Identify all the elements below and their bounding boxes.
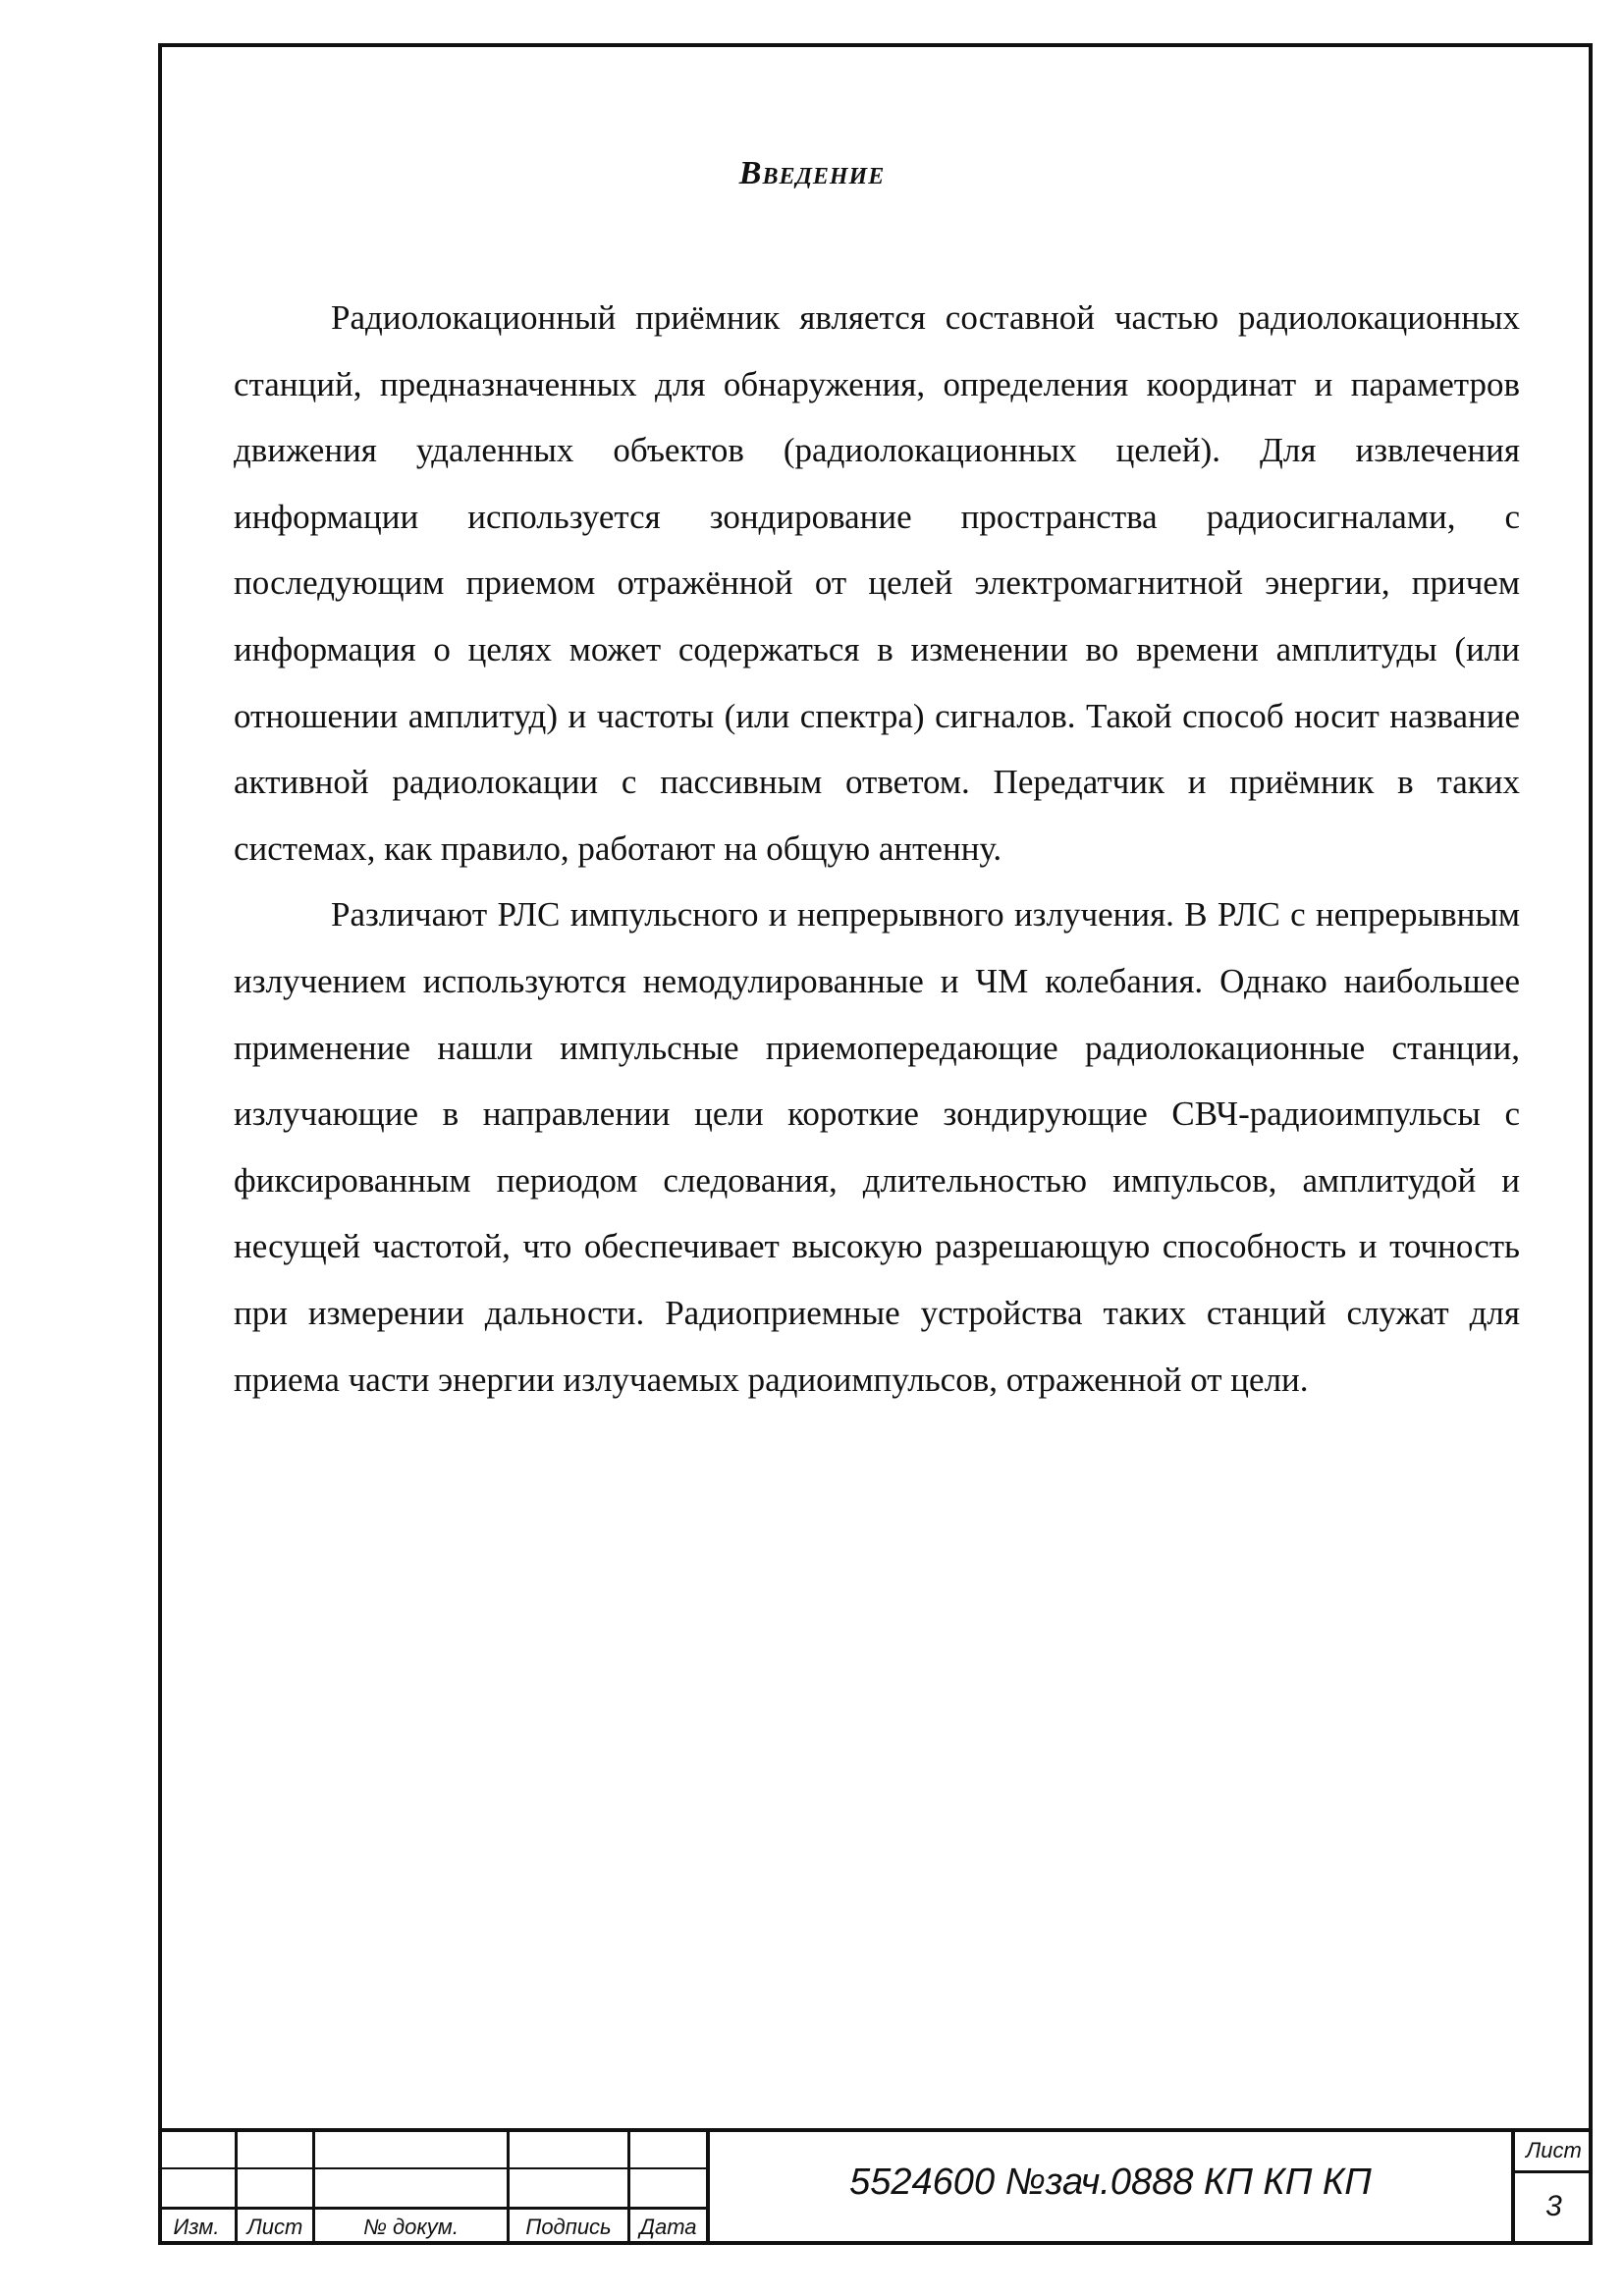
body-text	[234, 285, 1520, 1413]
stamp-label-date: Дата	[639, 2215, 697, 2239]
document-code: 5524600 №зач.0888 КП КП КП	[849, 2162, 1372, 2203]
stamp-label-izm: Изм.	[173, 2215, 220, 2239]
sheet-label: Лист	[1526, 2138, 1582, 2163]
paragraph-1: Радиолокационный приёмник является составной частью радиолокационных станций, предназначенных для обнаружения, определения координат и параметров движения удаленных объектов (радиолокационных целей). Для извлечения информации используется зондирование пространства радиосигналами, с последующим приемом отражённой от целей электромагнитной энергии, причем информация о целях может содержаться в изменении во времени амплитуды (или отношении амплитуд) и частоты (или спектра) сигналов. Такой способ носит название активной радиолокации с пассивным ответом. Передатчик и приёмник в таких системах, как правило, работают на общую антенну.	[234, 298, 1520, 868]
page-title: Введение	[738, 155, 886, 191]
title-block	[158, 2128, 1593, 2245]
paragraph-2: Различают РЛС импульсного и непрерывного излучения. В РЛС с непрерывным излучением используются немодулированные и ЧМ колебания. Однако наибольшее применение нашли импульсные приемопередающие радиолокационные станции, излучающие в направлении цели короткие зондирующие СВЧ-радиоимпульсы с фиксированным периодом следования, длительностью импульсов, амплитудой и несущей частотой, что обеспечивает высокую разрешающую способность и точность при измерении дальности. Радиоприемные устройства таких станций служат для приема части энергии излучаемых радиоимпульсов, отраженной от цели.	[234, 895, 1520, 1399]
stamp-label-list: Лист	[246, 2215, 303, 2239]
stamp-label-sign: Подпись	[525, 2215, 612, 2239]
stamp-label-doc: № докум.	[363, 2215, 459, 2239]
sheet-number: 3	[1545, 2190, 1562, 2222]
